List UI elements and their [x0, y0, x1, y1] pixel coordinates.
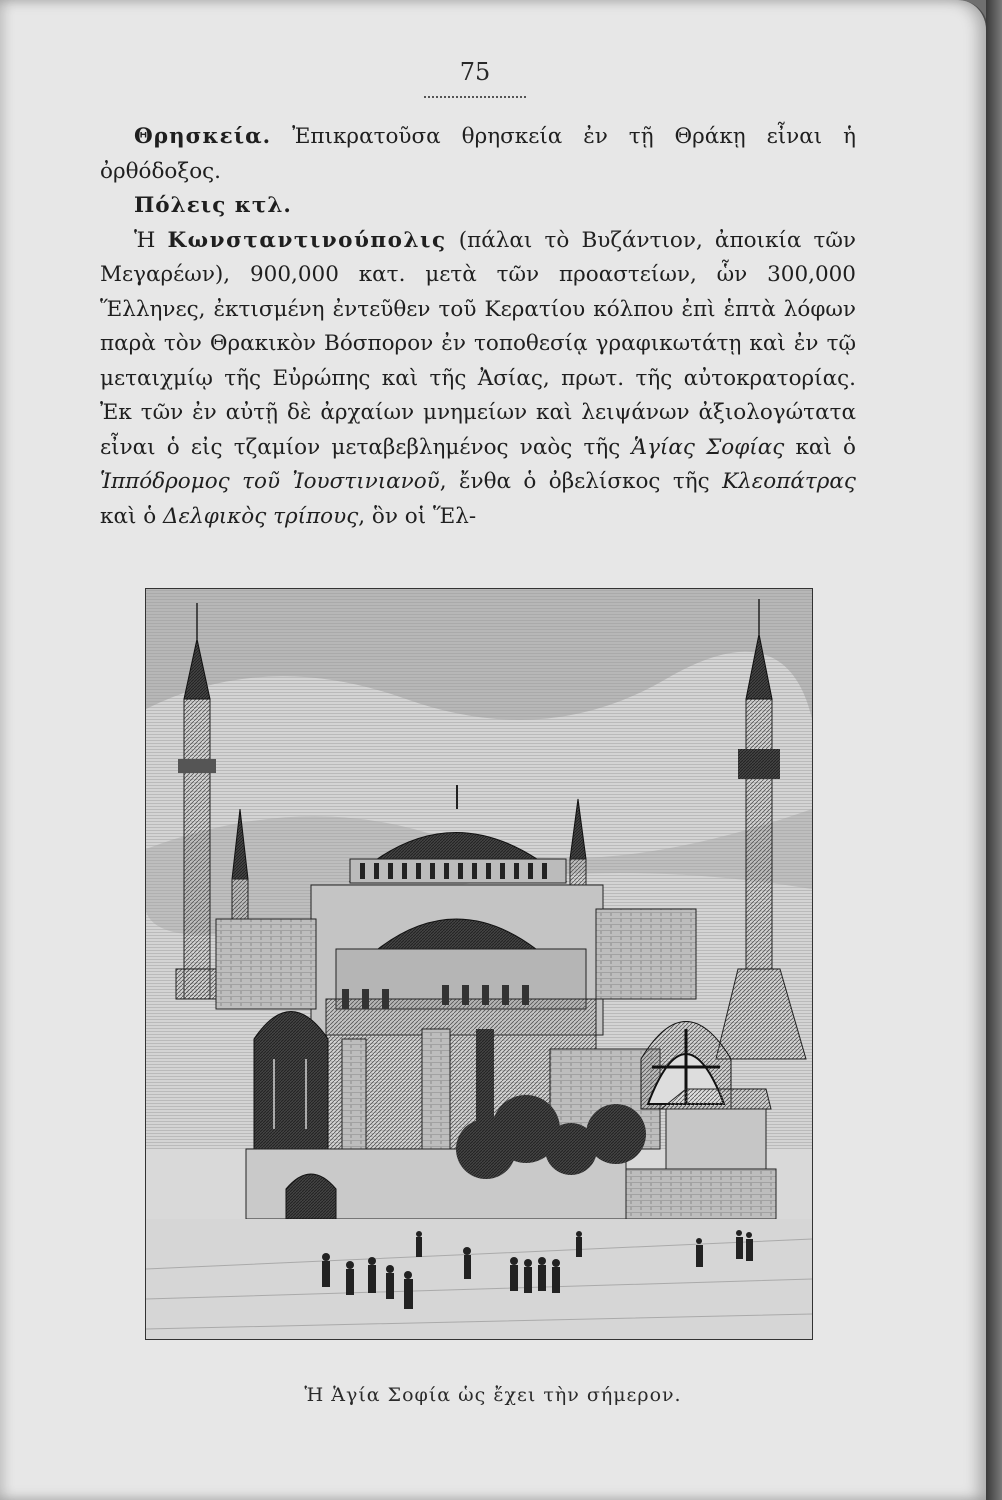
religion-paragraph — [100, 120, 856, 189]
constantinople-name: Κωνσταντινούπολις — [167, 227, 447, 253]
constantinople-intro: Ἡ — [134, 227, 168, 253]
figure-caption: Ἡ Ἁγία Σοφία ὡς ἔχει τὴν σήμερον. — [304, 1384, 682, 1406]
book-edge — [986, 0, 1002, 1500]
hagia-sophia-name: Ἁγίας Σοφίας — [631, 434, 785, 460]
cities-heading: Πόλεις κτλ. — [134, 193, 292, 218]
cities-heading-paragraph — [100, 189, 856, 224]
page-number: 75 — [459, 58, 491, 86]
hagia-sophia-engraving — [145, 588, 813, 1340]
left-arched-window — [254, 1012, 328, 1150]
engraving-illustration — [146, 589, 812, 1339]
cleopatra-name: Κλεοπάτρας — [722, 469, 856, 494]
hippodrome-name: Ἱππόδρομος τοῦ Ἰουστινιανοῦ — [100, 469, 440, 494]
constantinople-text-1: (πάλαι τὸ Βυζάντιον, ἀποικία τῶν Μεγαρέων), 900,000 κατ. μετὰ τῶν προαστείων, ὧν 300,000 Ἕλληνες, ἐκτισμένη ἐντεῦθεν τοῦ Κερατίου κόλπου ἐπὶ ἑπτὰ λόφων παρὰ τὸν Θρακικὸν Βόσπορον ἐν τοποθεσίᾳ γραφικωτάτῃ καὶ ἐν τῷ μεταιχμίῳ τῆς Εὐρώπης καὶ τῆς Ἀσίας, πρωτ. τῆς αὐτοκρατορίας. Ἐκ τῶν ἐν αὐτῇ δὲ ἀρχαίων μνημείων καὶ λειψάνων ἀξιολογώτατα εἶναι ὁ εἰς τζαμίον μεταβεβλημένος ναὸς τῆς — [100, 227, 857, 460]
religion-text: Ἐπικρατοῦσα θρησκεία ἐν τῇ Θράκῃ εἶναι ἡ ὀρθόδοξος. — [100, 124, 856, 184]
constantinople-paragraph — [100, 224, 856, 535]
page-number-ornament — [424, 92, 526, 98]
constantinople-text-2: καὶ ὁ — [784, 434, 857, 460]
religion-heading: Θρησκεία. — [134, 124, 272, 149]
constantinople-text-4: καὶ ὁ — [100, 503, 163, 529]
delphic-tripod-name: Δελφικὸς τρίπους — [163, 503, 359, 529]
constantinople-text-3: , ἔνθα ὁ ὀβελίσκος τῆς — [439, 469, 723, 494]
constantinople-text-5: , ὃν οἱ Ἕλ- — [358, 503, 477, 529]
body-text — [100, 120, 856, 534]
